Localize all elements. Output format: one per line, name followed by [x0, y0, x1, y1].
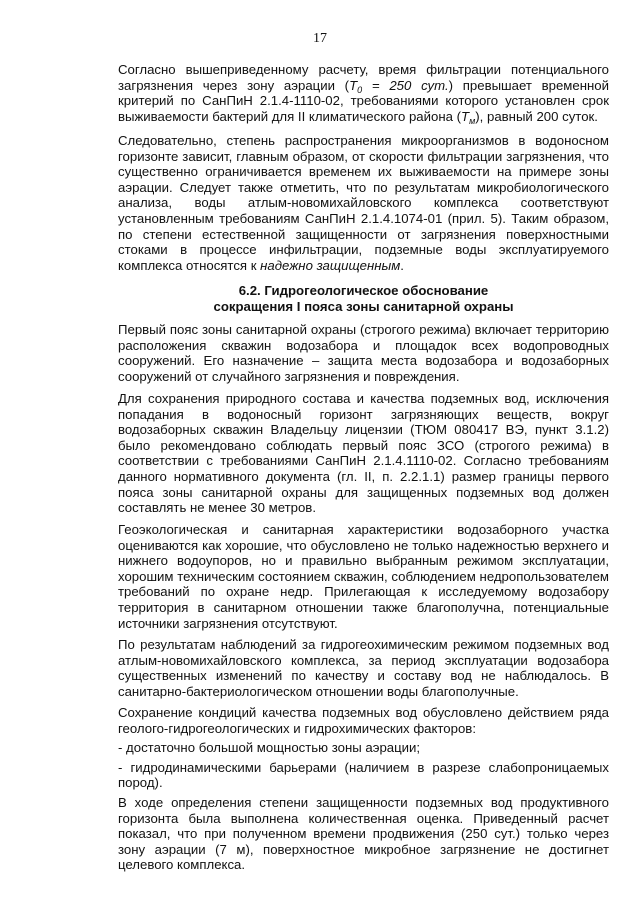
heading-line-2: сокращения I пояса зоны санитарной охраны — [213, 298, 514, 314]
paragraph-observations: По результатам наблюдений за гидрогеохимическим режимом подземных вод атлым-новомихайловского комплекса, за период эксплуатации водозабора существенных изменений по качеству и составу вод не наблюдалось. В санитарно-бактериологическом отношении воды благополучные. — [118, 637, 609, 699]
page-number: 17 — [313, 31, 327, 46]
heading-line-1: 6.2. Гидрогеологическое обоснование — [238, 283, 489, 298]
paragraph-filtration-time — [118, 62, 609, 124]
paragraph-assessment: В ходе определения степени защищенности подземных вод продуктивного горизонта была выполнена количественная оценка. Приведенный расчет показал, что при полученном времени продвижения (250 сут.) только через зону аэрации (7 м), поверхностное микробное загрязнение не достигнет целевого комплекса. — [118, 795, 609, 873]
paragraph-preservation: Для сохранения природного состава и качества подземных вод, исключения попадания в водоносный горизонт загрязняющих веществ, вокруг водозаборных скважин Владельцу лицензии (ТЮМ 080417 ВЭ, пункт 3.1.2) было рекомендовано соблюдать первый пояс ЗСО (строгого режима) в соответствии с требованиями СанПиН 2.1.4.1110-02. Согласно требованиям данного нормативного документа (гл. II, п. 2.2.1.1) размер границы первого пояса зоны санитарной охраны для защищенных подземных вод должен составлять не менее 30 метров. — [118, 391, 609, 516]
section-heading — [118, 283, 609, 314]
paragraph-geoecology: Геоэкологическая и санитарная характеристики водозаборного участка оцениваются как хорошие, что обусловлено не только надежностью верхнего и нижнего водоупоров, но и правильно выбранным режимом эксплуатации, хорошим техническим состоянием скважин, соблюдением недропользователем требований по охране недр. Прилегающая к исследуемому водозабору территория в санитарном отношении также благополучна, потенциальные источники загрязнения отсутствуют. — [118, 522, 609, 631]
t0-symbol: $T_0 = 250$ сут. — [349, 77, 449, 95]
p2-emphasis: надежно защищенным — [260, 257, 401, 273]
p1-text-a: Согласно вышеприведенному расчету, время фильтрации потенциального загрязнения через зону аэрации ( — [118, 62, 609, 93]
list-item: - достаточно большой мощностью зоны аэрации; — [118, 740, 421, 755]
paragraph-protection-conclusion: Следовательно, степень распространения микроорганизмов в водоносном горизонте зависит, главным образом, от скорости фильтрации загрязнения, что существенно ограничивается временем их выживаемости на примере зоны аэрации. Следует также отметить, что по результатам микробиологического анализа, воды атлым-новомихайловского комплекса соответствуют установленным требованиям СанПиН 2.1.4.1074-01 (прил. 5). Таким образом, по степени естественной защищенности от загрязнения поверхностными стоками в процессе инфильтрации, подземные воды эксплуатируемого комплекса относятся к надежно защищенным. — [118, 133, 609, 273]
list-item: - гидродинамическими барьерами (наличием в разрезе слабопроницаемых пород). — [118, 759, 609, 791]
factor-list — [118, 740, 609, 791]
paragraph-conditions: Сохранение кондиций качества подземных вод обусловлено действием ряда геолого-гидрогеологических и гидрохимических факторов: — [118, 705, 609, 736]
tm-symbol: $T_м$ — [461, 108, 476, 126]
p1-text-c: ), равный 200 суток. — [475, 108, 598, 124]
p2-text-a: Следовательно, степень распространения микроорганизмов в водоносном горизонте зависит, главным образом, от скорости фильтрации загрязнения, что существенно ограничивается временем их выживаемости на примере зоны аэрации. Следует также отметить, что по результатам микробиологического анализа, воды атлым-новомихайловского комплекса соответствуют установленным требованиям СанПиН 2.1.4.1074-01 (прил. 5). Таким образом, по степени естественной защищенности от загрязнения поверхностными стоками в процессе инфильтрации, подземные воды эксплуатируемого комплекса относятся к — [118, 133, 609, 273]
paragraph-first-belt: Первый пояс зоны санитарной охраны (строгого режима) включает территорию расположения скважин водозабора и площадок всех водопроводных сооружений. Его назначение – защита места водозабора и водозаборных сооружений от случайного загрязнения и повреждения. — [118, 322, 609, 384]
p1-text-b: ) превышает временной критерий по СанПиН 2.1.4-1110-02, требованиями которого установлен срок выживаемости бактерий для II климатического района ( — [118, 77, 609, 124]
